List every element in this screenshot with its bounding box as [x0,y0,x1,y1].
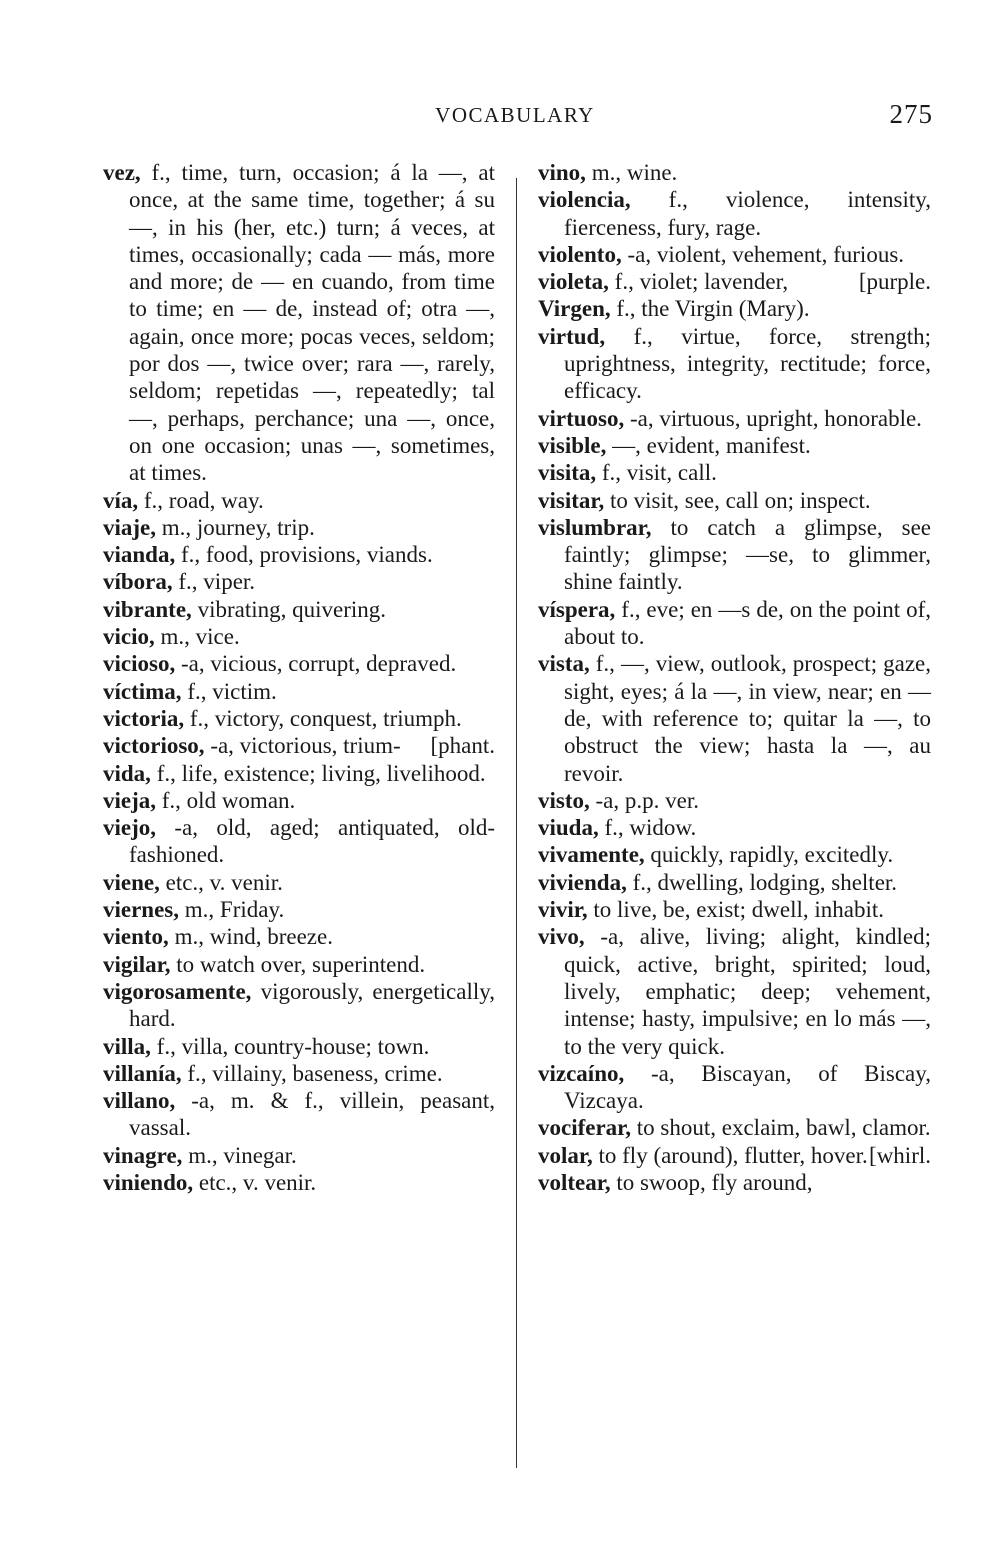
entry-definition: f., time, turn, occasion; á la —, at once, at the same time, together; á su —, in his (her, etc.) turn; á veces, at times, occasionally; cada — más, more and more; de — en cuando, from time to time; en — de, instead of; otra —, again, once more; pocas veces, seldom; por dos —, twice over; rara —, rarely, seldom; repetidas —, repeatedly; tal —, perhaps, perchance; una —, once, on one occasion; unas —, sometimes, at times. [129,160,495,486]
entry-headword: vicioso, [103,651,176,677]
entry-definition: m., wine. [585,160,678,185]
entry-headword: volar, [538,1142,593,1168]
entry-headword: vicio, [103,624,155,650]
entry-headword: vieja, [103,787,157,813]
entry-definition: vibrating, quivering. [191,596,386,622]
entry-headword: vez, [103,160,141,185]
entry-headword: Virgen, [538,296,611,322]
entry-headword: viaje, [103,514,157,540]
entry-headword: viejo, [103,815,157,841]
dictionary-entry [538,487,931,514]
entry-headword: visto, [538,787,590,813]
dictionary-entry [103,541,495,568]
dictionary-entry [103,1142,495,1169]
entry-definition: -a, vicious, corrupt, depraved. [175,651,457,677]
entry-headword: vigilar, [103,951,171,977]
entry-headword: virtud, [538,323,606,349]
page-number: 275 [889,99,933,129]
entry-definition: -a, m. & f., villein, peasant, vassal. [129,1088,495,1141]
entry-definition: to swoop, fly around, [610,1169,813,1195]
entry-definition: f., —, view, outlook, prospect; gaze, sight, eyes; á la —, in view, near; en — de, with reference to; quitar la —, to obstruct the view; hasta la —, au revoir. [564,651,931,786]
dictionary-entry [103,1060,495,1087]
entry-definition: f., dwelling, lodging, shelter. [626,869,898,895]
entry-definition: f., victim. [181,678,277,704]
column-divider [516,178,517,1468]
entry-headword: vista, [538,651,590,677]
dictionary-entry [538,323,931,405]
dictionary-entry [538,1142,931,1169]
dictionary-entry [538,787,931,814]
entry-headword: víbora, [103,569,173,595]
entry-headword: violento, [538,241,622,267]
entry-overflow-fragment: [purple. [858,269,931,295]
dictionary-entry [538,1114,931,1141]
entry-headword: víspera, [538,596,616,622]
entry-headword: viniendo, [103,1169,194,1195]
dictionary-entry [103,951,495,978]
dictionary-entry [538,514,931,596]
entry-headword: violencia, [538,187,631,213]
dictionary-entry [103,787,495,814]
dictionary-entry [538,896,931,923]
entry-headword: viento, [103,924,169,950]
dictionary-entry [103,923,495,950]
dictionary-entry [538,869,931,896]
entry-headword: victoria, [103,705,185,731]
entry-headword: visible, [538,432,607,458]
entry-definition: —, evident, manifest. [606,432,811,458]
entry-definition: f., virtue, force, strength; uprightness, integrity, rectitude; force, efficacy. [564,323,931,404]
entry-definition: f., visit, call. [596,460,717,486]
entry-definition: f., victory, conquest, triumph. [184,705,462,731]
entry-definition: f., eve; en —s de, on the point of, about to. [564,596,931,650]
entry-definition: etc., v. venir. [193,1169,317,1195]
entry-definition: -a, old, aged; antiquated, old-fashioned. [129,815,495,868]
entry-headword: vivir, [538,897,588,923]
entry-overflow-fragment: [whirl. [869,1142,931,1168]
dictionary-entry [538,1060,931,1115]
dictionary-entry [103,896,495,923]
entry-definition: -a, p.p. ver. [589,787,699,813]
page-header-title: VOCABULARY [435,103,595,127]
entry-definition: to shout, exclaim, bawl, clamor. [631,1115,931,1141]
entry-definition: m., vice. [154,624,240,650]
dictionary-entry [103,596,495,623]
entry-headword: villanía, [103,1060,182,1086]
entry-headword: vianda, [103,542,176,568]
entry-definition: f., violet; lavender, [608,269,789,295]
entry-definition: to visit, see, call on; inspect. [604,487,871,513]
entry-definition: to fly (around), flutter, hover. [592,1142,868,1168]
entry-headword: voltear, [538,1169,611,1195]
entry-definition: vigorously, energetically, hard. [129,978,495,1032]
entry-definition: -a, violent, vehement, furious. [621,241,905,267]
entry-definition: to catch a glimpse, see faintly; glimpse; —se, to glimmer, shine faintly. [564,514,931,595]
entry-headword: vivamente, [538,842,645,868]
entry-definition: m., vinegar. [182,1142,297,1168]
dictionary-entry [538,1169,931,1196]
entry-headword: vinagre, [103,1142,183,1168]
dictionary-entry [103,678,495,705]
entry-headword: víctima, [103,678,182,704]
dictionary-entry [103,514,495,541]
dictionary-entry [103,1033,495,1060]
dictionary-entry [538,405,931,432]
entry-headword: viernes, [103,897,180,923]
dictionary-entry [103,568,495,595]
entry-definition: f., villa, country-house; town. [150,1033,430,1059]
dictionary-entry [538,650,931,786]
entry-headword: vivo, [538,924,585,950]
entry-definition: m., wind, breeze. [168,924,333,950]
entry-headword: vislumbrar, [538,514,652,540]
entry-definition: to watch over, superintend. [170,951,426,977]
entry-headword: vibrante, [103,596,192,622]
dictionary-entry [538,596,931,651]
entry-definition: quickly, rapidly, excitedly. [644,842,894,868]
dictionary-entry [538,814,931,841]
entry-definition: m., journey, trip. [156,514,315,540]
entry-definition: f., road, way. [138,487,264,513]
dictionary-entry [103,159,495,487]
entry-definition: f., old woman. [156,787,296,813]
entry-headword: vizcaíno, [538,1060,625,1086]
entry-headword: visita, [538,460,597,486]
entry-headword: victorioso, [103,733,205,759]
dictionary-entry [103,869,495,896]
dictionary-entry [538,459,931,486]
dictionary-entry [103,487,495,514]
entry-definition: f., violence, intensity, fierceness, fury, rage. [564,187,931,240]
entry-definition: f., widow. [598,815,697,841]
entry-definition: etc., v. venir. [159,869,283,895]
entry-headword: vigorosamente, [103,978,252,1004]
dictionary-entry [103,1087,495,1142]
dictionary-entry [538,159,931,186]
dictionary-entry [103,623,495,650]
entry-definition: m., Friday. [179,897,285,923]
entry-definition: f., viper. [172,569,256,595]
entry-headword: vivienda, [538,869,627,895]
dictionary-entry [538,295,931,322]
dictionary-entry [103,814,495,869]
dictionary-entry [103,760,495,787]
dictionary-entry [538,923,931,1059]
entry-headword: viene, [103,869,160,895]
entry-headword: viuda, [538,815,599,841]
entry-headword: virtuoso, [538,405,625,431]
entry-definition: -a, victorious, trium- [204,733,401,759]
entry-headword: vino, [538,160,586,185]
dictionary-entry [103,1169,495,1196]
dictionary-entry [103,978,495,1033]
right-column [538,159,931,1196]
entry-headword: villano, [103,1088,176,1114]
entry-headword: vía, [103,487,139,513]
entry-overflow-fragment: [phant. [430,733,495,759]
entry-definition: f., food, provisions, viands. [175,542,433,568]
entry-definition: f., the Virgin (Mary). [610,296,810,322]
dictionary-entry [538,432,931,459]
dictionary-entry [538,841,931,868]
entry-definition: -a, alive, living; alight, kindled; quick, active, bright, spirited; loud, lively, emphatic; deep; vehement, intense; hasty, impulsive; en lo más —, to the very quick. [564,924,931,1059]
entry-definition: to live, be, exist; dwell, inhabit. [587,897,885,923]
dictionary-entry [103,650,495,677]
entry-headword: villa, [103,1033,151,1059]
entry-definition: -a, Biscayan, of Biscay, Vizcaya. [564,1060,931,1114]
entry-headword: violeta, [538,269,609,295]
dictionary-entry [538,186,931,241]
entry-headword: vida, [103,760,151,786]
entry-definition: f., life, existence; living, livelihood. [150,760,486,786]
left-column [103,159,495,1196]
entry-headword: vociferar, [538,1115,632,1141]
entry-headword: visitar, [538,487,605,513]
entry-definition: -a, virtuous, upright, honorable. [624,405,922,431]
entry-definition: f., villainy, baseness, crime. [181,1060,443,1086]
